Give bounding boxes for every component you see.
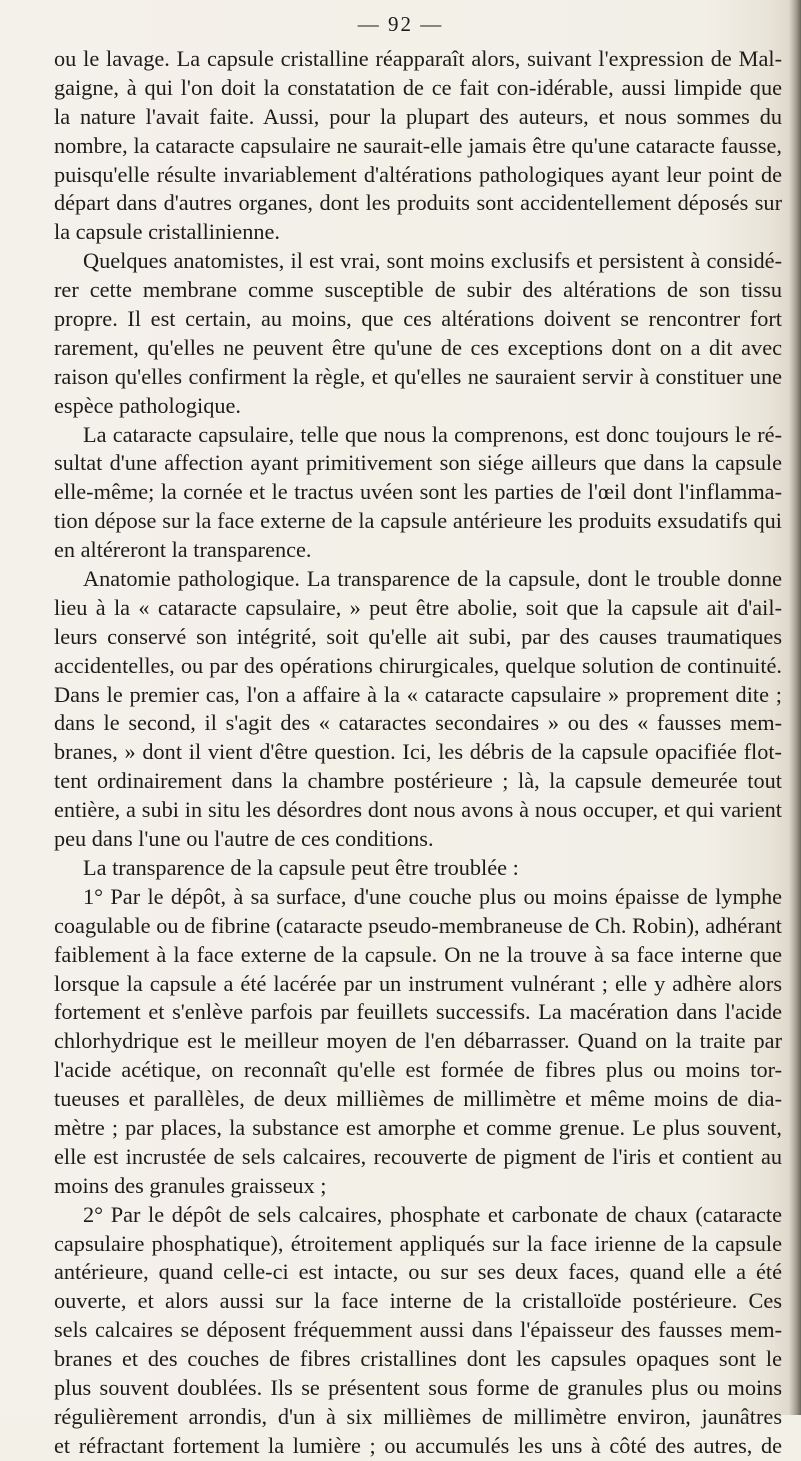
text-line: ouverte, et alors aussi sur la face interne de la cristalloïde postérieure. Ces	[54, 1288, 782, 1314]
text-line: elle-même; la cornée et le tractus uvéen sont les parties de l'œil dont l'inflamma-	[54, 479, 782, 505]
text-line: plus souvent doublées. Ils se présentent sous forme de granules plus ou moins	[54, 1374, 782, 1400]
text-line: fortement et s'enlève parfois par feuillets successifs. La macération dans l'acide	[54, 999, 782, 1025]
text-line: puisqu'elle résulte invariablement d'altérations pathologiques ayant leur point de	[54, 161, 782, 187]
text-line: tion dépose sur la face externe de la capsule antérieure les produits exsudatifs qui	[54, 508, 782, 534]
text-line: régulièrement arrondis, d'un à six millièmes de millimètre environ, jaunâtres	[54, 1403, 782, 1429]
text-line: l'acide acétique, on reconnaît qu'elle est formée de fibres plus ou moins tor-	[54, 1057, 782, 1083]
text-line: en altéreront la transparence.	[54, 537, 312, 563]
text-line: ou le lavage. La capsule cristalline réapparaît alors, suivant l'expression de Mal-	[54, 46, 782, 71]
text-line: faiblement à la face externe de la capsule. On ne la trouve à sa face interne que	[54, 941, 782, 967]
text-line: peu dans l'une ou l'autre de ces conditions.	[54, 826, 434, 852]
text-line: antérieure, quand celle-ci est intacte, ou sur ses deux faces, quand elle a été	[54, 1259, 782, 1285]
text-line: 2° Par le dépôt de sels calcaires, phosphate et carbonate de chaux (cataracte	[83, 1201, 782, 1227]
text-line: lieu à la « cataracte capsulaire, » peut être abolie, soit que la capsule ait d'ail-	[54, 594, 782, 620]
text-line: accidentelles, ou par des opérations chirurgicales, quelque solution de continuité.	[54, 652, 782, 678]
text-line: lorsque la capsule a été lacérée par un instrument vulnérant ; elle y adhère alors	[54, 970, 782, 996]
text-line: propre. Il est certain, au moins, que ces altérations doivent se rencontrer fort	[54, 306, 782, 332]
text-line: 1° Par le dépôt, à sa surface, d'une couche plus ou moins épaisse de lymphe	[83, 883, 782, 909]
body-text	[54, 45, 782, 1461]
text-line: rarement, qu'elles ne peuvent être qu'une de ces exceptions dont on a dit avec	[54, 334, 782, 360]
text-line: la nature l'avait faite. Aussi, pour la plupart des auteurs, et nous sommes du	[54, 103, 782, 129]
text-line: espèce pathologique.	[54, 392, 241, 418]
text-line: gaigne, à qui l'on doit la constatation de ce fait con-idérable, aussi limpide que	[54, 74, 782, 100]
text-line: raison qu'elles confirment la règle, et qu'elles ne sauraient servir à constituer une	[54, 363, 782, 389]
text-line: dans le second, il s'agit des « cataractes secondaires » ou des « fausses mem-	[54, 710, 782, 736]
text-line: leurs conservé son intégrité, soit qu'elle ait subi, par des causes traumatiques	[54, 623, 782, 649]
text-line: départ dans d'autres organes, dont les produits sont accidentellement déposés sur	[54, 190, 782, 216]
text-line: entière, a subi in situ les désordres dont nous avons à nous occuper, et qui varient	[54, 797, 782, 823]
text-line: moins des granules graisseux ;	[54, 1172, 327, 1198]
text-line: capsulaire phosphatique), étroitement appliqués sur la face irienne de la capsule	[54, 1230, 782, 1256]
text-line: Quelques anatomistes, il est vrai, sont moins exclusifs et persistent à considé-	[83, 248, 782, 274]
page-edge-shadow	[789, 0, 801, 1415]
text-line: elle est incrustée de sels calcaires, recouverte de pigment de l'iris et contient au	[54, 1143, 782, 1169]
text-line: branes, » dont il vient d'être question. Ici, les débris de la capsule opacifiée flot-	[54, 739, 782, 765]
text-line: tueuses et parallèles, de deux millièmes de millimètre et même moins de dia-	[54, 1086, 782, 1112]
text-line: branes et des couches de fibres cristallines dont les capsules opaques sont le	[54, 1346, 782, 1372]
text-line: sultat d'une affection ayant primitivement son siége ailleurs que dans la capsule	[54, 450, 782, 476]
text-line: La cataracte capsulaire, telle que nous la comprenons, est donc toujours le ré-	[83, 421, 782, 447]
text-line: rer cette membrane comme susceptible de subir des altérations de son tissu	[54, 277, 782, 303]
text-line: nombre, la cataracte capsulaire ne saurait-elle jamais être qu'une cataracte fausse,	[54, 132, 782, 158]
text-line: coagulable ou de fibrine (cataracte pseudo-membraneuse de Ch. Robin), adhérant	[54, 912, 782, 938]
text-line: tent ordinairement dans la chambre postérieure ; là, la capsule demeurée tout	[54, 768, 782, 794]
text-line: chlorhydrique est le meilleur moyen de l'en débarrasser. Quand on la traite par	[54, 1028, 782, 1054]
text-line: mètre ; par places, la substance est amorphe et comme grenue. Le plus souvent,	[54, 1114, 782, 1140]
text-line: la capsule cristallinienne.	[54, 219, 280, 245]
text-line: sels calcaires se déposent fréquemment aussi dans l'épaisseur des fausses mem-	[54, 1317, 782, 1343]
text-line: Anatomie pathologique. La transparence de la capsule, dont le trouble donne	[83, 566, 782, 592]
text-line: La transparence de la capsule peut être troublée :	[83, 854, 519, 880]
text-line: et réfractant fortement la lumière ; ou accumulés les uns à côté des autres, de	[54, 1432, 782, 1458]
text-line: Dans le premier cas, l'on a affaire à la « cataracte capsulaire » proprement dite ;	[54, 681, 782, 707]
page-number-header: — 92 —	[357, 12, 444, 36]
